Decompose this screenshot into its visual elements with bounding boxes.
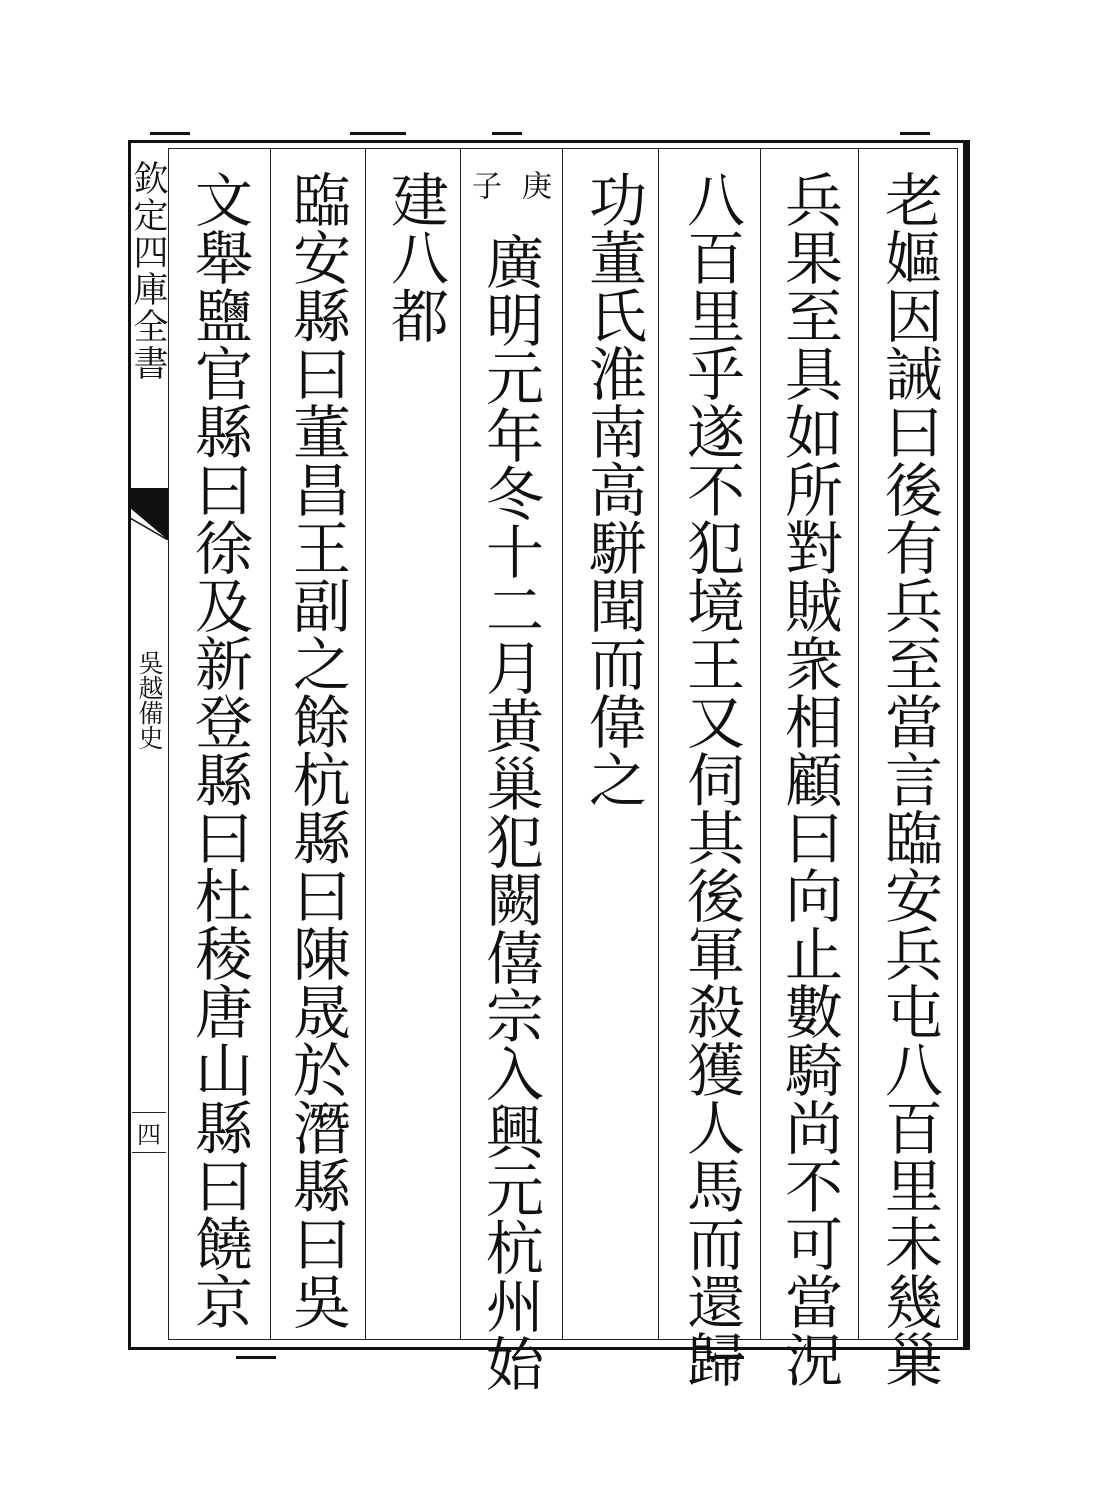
- top-rule-fragment: [492, 132, 522, 135]
- text-column: 老嫗因誡曰後有兵至當言臨安兵屯八百里未幾巢: [875, 170, 943, 1388]
- top-rule-fragment: [900, 132, 930, 135]
- year-note-char: 子: [466, 170, 501, 200]
- column-rule: [562, 148, 563, 1340]
- top-rule-fragment: [350, 132, 406, 135]
- collection-title: 欽定四庫全書: [128, 160, 168, 382]
- top-rule-fragment: [150, 132, 190, 135]
- text-column: 兵果至具如所對賊衆相顧曰向止數騎尚不可當況: [775, 170, 843, 1388]
- year-note-char: 庚: [516, 170, 551, 200]
- text-column: 廣明元年冬十二月黄巢犯闕僖宗入興元杭州始: [476, 232, 544, 1392]
- text-column: 文舉鹽官縣曰徐及新登縣曰杜稜唐山縣曰饒京: [185, 170, 253, 1330]
- fishtail-mark-icon: [130, 488, 168, 540]
- text-column: 建八都: [381, 170, 449, 344]
- book-title: 吳越備史: [135, 650, 164, 750]
- column-rule: [858, 148, 859, 1340]
- text-column: 功董氏淮南高駢聞而偉之: [579, 170, 647, 808]
- page-number: 四: [132, 1112, 166, 1153]
- text-column: 八百里乎遂不犯境王又伺其後軍殺獲人馬而還歸: [677, 170, 745, 1388]
- column-rule: [365, 148, 366, 1340]
- column-rule: [760, 148, 761, 1340]
- text-column: 臨安縣曰董昌王副之餘杭縣曰陳晟於潛縣曰吳: [283, 170, 351, 1330]
- bottom-rule-fragment: [236, 1356, 276, 1359]
- column-rule: [270, 148, 271, 1340]
- column-rule: [460, 148, 461, 1340]
- column-rule: [658, 148, 659, 1340]
